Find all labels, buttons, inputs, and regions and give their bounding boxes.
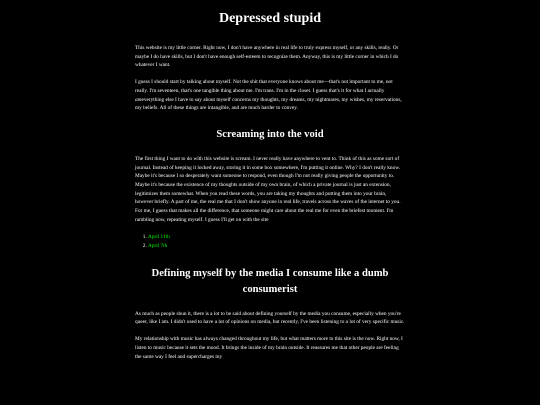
list-item [148, 233, 405, 243]
intro-paragraph-2-rest: everything else I have to say about myself concerns my thoughts, my dreams, my nightmares, my wishes, my reservations, my beliefs. All of these things are intangible, and are much harder to convey. [135, 96, 402, 112]
entry-link-april-11[interactable]: April 11th [148, 233, 170, 240]
void-paragraph: The first thing I want to do with this website is scream. I never really have anywhere to vent to. Think of this as some sort of journal. Instead of keeping it locked away, storing it in some box somewhere, I'm putting it online. Why? I don't really know. Maybe it's because I so desperately want someone to respond, even though I'm not really giving people the opportunity to. Maybe it's because the existence of my thoughts outside of my own brain, of which a private journal is just an extension, legitimizes them somewhat. When you read these words, you are taking my thoughts and putting them into your brain, however briefly. A part of me, the real me that I don't show anyone in real life, travels across the waves of the internet to you. For me, I guess that makes all the difference, that someone might care about the real me for even the briefest moment. I'm rambling now, repeating myself. I guess I'll get on with the site [135, 155, 401, 223]
list-item [148, 242, 405, 252]
entry-list [135, 233, 405, 252]
intro-paragraph-1: This website is my little corner. Right now, I don't have anywhere in real life to truly express myself, or any skills, really. Or maybe I do have skills, but I don't have enough self-esteem to recognize them. Anyway, this is my little corner in which I do whatever I want. [135, 45, 399, 69]
intro-emphasis: am [135, 96, 142, 103]
entry-link-april-7[interactable]: April 7th [148, 243, 168, 250]
page-title: Depressed stupid [218, 11, 322, 26]
section-heading-media: Defining myself by the media I consume like a dumb consumerist [151, 267, 389, 295]
media-paragraph-1: As much as people shun it, there is a lot to be said about defining yourself by the media you consume, especially when you're queer, like I am. I didn't used to have a lot of opinions on media, but recently, I've been listening to a lot of very specific music. [135, 310, 405, 326]
intro-paragraph-2-lead: I guess I should start by talking about myself. Not the shit that everyone knows about me—that's not important to me, not really. I'm seventeen, that's one tangible thing about me. I'm trans. I'm in the closet. I guess that's it for what I actually [135, 79, 393, 94]
section-heading-void: Screaming into the void [216, 128, 324, 140]
intro-paragraph-2 [135, 78, 405, 113]
media-paragraph-2: My relationship with music has always changed throughout my life, but what matters more to this site is the now. Right now, I listen to music because it sets the mood. It brings the inside of my brain outside. It reassures me that other people are feeling the same way I feel and supercharges my [135, 336, 403, 360]
page-content [135, 0, 405, 361]
